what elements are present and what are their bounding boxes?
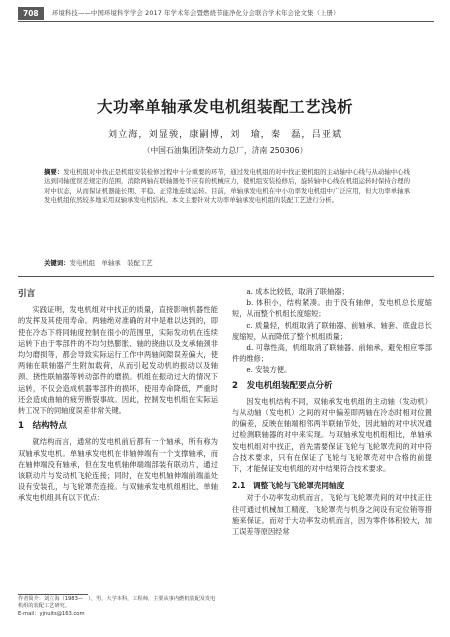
header-rule: [18, 21, 434, 22]
keywords: [44, 259, 410, 268]
list-item-b: b. 体积小，结构紧凑。由于没有轴伸，发电机总长度缩短，从而整个机组长度缩短；: [232, 298, 432, 319]
footnote-email: E-mail：yjnuits@163.com: [18, 610, 85, 617]
list-item-c: c. 质量轻，机组取消了联轴器、前轴承、轴套、底盘总长度缩短，从而降低了整个机组质量；: [232, 320, 432, 341]
section2-1-heading: 2.1 调整飞轮与飞轮罩壳同轴度: [232, 481, 345, 491]
footnote-rule: [18, 594, 88, 595]
abstract-label: 摘要：: [44, 168, 64, 176]
right-column: [232, 286, 432, 537]
section1-paragraph: 就结构而言，通常的发电机前后都有一个轴承，所有称为双轴承发电机。单轴承发电机在非轴伸端有一个支撑轴承，而在轴伸端没有轴承，但在发电机轴伸端端部装有联动片，通过该联动片与发动机飞轮连接；同时，在发电机轴伸端前端盖处设有安装孔，与飞轮罩壳连接。与双轴承发电机组相比，单轴承发电机组具有以下优点：: [18, 437, 218, 503]
abstract: [44, 168, 410, 206]
intro-paragraph: 实践证明，发电机组对中找正的质量，直接影响机器性能的发挥及其使用寿命。两轴绝对准确的对中是难以达到的，即使在冷态下将同轴度控制在很小的范围里，实际发动机在连续运转下由于零部件的不均匀热膨胀、轴的挠曲以及支承轴颈非均匀磨损等，都会导致实际运行工作中两轴间隙误差偏大，使两轴在联轴器产生附加载荷，从而引起发动机的振动以及轴颈、挠性联轴器等转动部件的磨损。机组在振动过大的情况下运转，不仅会造成机器零部件的损坏，使用寿命降低，严重时还会造成曲轴的疲劳断裂事故。因此，控制发电机组在实际运转工况下的同轴度误差非常关键。: [18, 305, 218, 416]
list-item-d: d. 可靠性高，机组取消了联轴器、前轴承，避免相应零部件的维修；: [232, 343, 432, 364]
section1-heading: 1 结构特点: [18, 421, 67, 432]
running-header: [18, 6, 434, 20]
intro-heading: 引言: [18, 289, 36, 299]
paper-authors: 刘立海，刘显骏，康嗣博，刘 瑜，秦 磊，吕亚斌: [107, 129, 343, 140]
paper-title: 大功率单轴承发电机组装配工艺浅析: [96, 98, 353, 116]
left-column: [18, 284, 218, 504]
footnote: [18, 596, 218, 618]
list-item-a: a. 成本比较低，取消了联轴器；: [246, 287, 349, 296]
section2-paragraph: 因发电机结构不同，双轴承发电机组的主动轴（发动机）与从动轴（发电机）之间的对中偏差即两轴在冷态时相对位置的偏差，反映在轴端相邻两半联轴节处，因此轴的对中状况通过检测联轴器的对中来实现。与双轴承发电机组相比，单轴承发电机组对中找正，首先需要保证飞轮与飞轮罩壳间的对中符合技术要求，只有在保证了飞轮与飞轮罩壳对中合格的前提下，才能保证发电机组的对中结果符合技术要求。: [232, 396, 432, 474]
abstract-rule: [18, 276, 434, 277]
page-number: 708: [18, 7, 44, 20]
keywords-label: 关键词：: [44, 259, 70, 267]
keywords-text: 发电机组 单轴承 装配工艺: [69, 259, 153, 267]
abstract-text: 发电机组对中找正是机组安装检修过程中十分重要的环节，通过发电机组的对中找正使机组的主动轴中心线与从动轴中心线达到同轴度误差规定的范围，消除两轴在联轴器处不应有的机械应力，使机组安装检修后，旋转轴中心线在机组运转时保持合理的对中状态，从而保证机器能长期、平稳、正常地连续运转。目前，单轴承发电机在中小功率发电机组中广泛应用，但大功率单轴承发电机组依然较多地采用双轴承发电机结构。本文主要针对大功率单轴承发电机组的装配工艺进行分析。: [44, 168, 410, 205]
paper-affiliation: （中国石油集团济柴动力总厂，济南 250306）: [142, 146, 308, 155]
section2-1-paragraph: 对于小功率发动机而言，飞轮与飞轮罩壳间的对中找正往往可通过机械加工精度、飞轮罩壳与机身之间设有定位销等措施来保证。而对于大功率发动机而言，因为零件体积较大，加工误差等原因经常: [232, 493, 432, 537]
list-item-e: e. 安装方便。: [246, 365, 292, 375]
running-title: 环境科技——中国环境科学学会 2017 年学术年会暨燃烧节能净化分会联合学术年会论文集（上册）: [52, 10, 340, 17]
footnote-author-info: 作者简介：刘立海（1983— ），男，大学本科，工程师，主要从事内燃机装配及发电机组的装配工艺研究。: [18, 596, 216, 610]
section2-heading: 2 发电机组装配要点分析: [232, 380, 333, 391]
